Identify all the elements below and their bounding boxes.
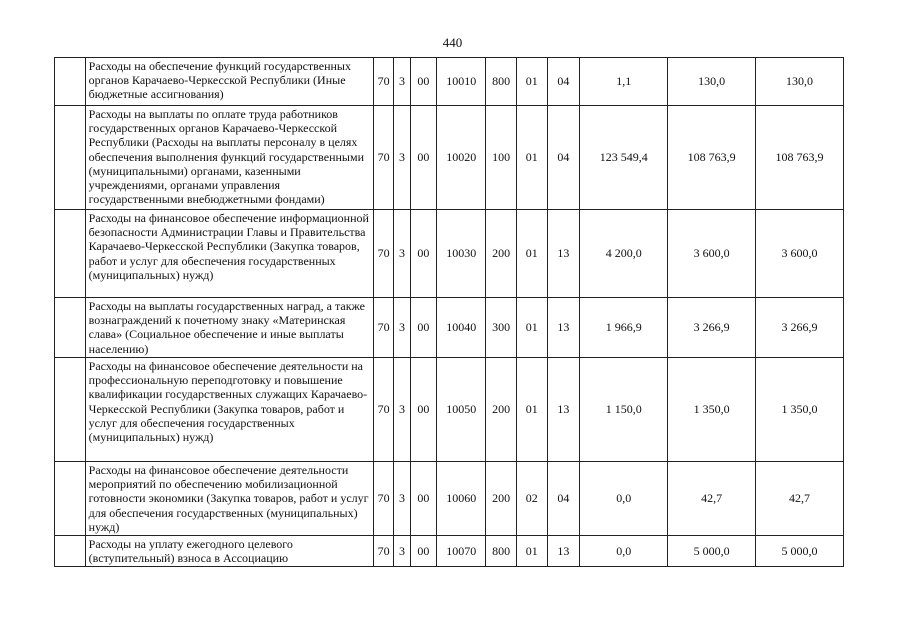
- subsection-cell: 13: [547, 210, 580, 298]
- subprogram-code-cell: 00: [410, 106, 437, 210]
- description-cell: Расходы на финансовое обеспечение деятельности на профессиональную переподготовку и повышение квалификации государственных служащих Карачаево-Черкесской Республики (Закупка товаров, работ и услуг для обеспечения государственных (муниципальных) нужд): [85, 358, 373, 462]
- row-number-cell: [55, 298, 86, 358]
- subprogram-code-cell: 00: [410, 298, 437, 358]
- budget-table: [54, 57, 844, 567]
- program-code-cell: 3: [394, 210, 410, 298]
- section-cell: 02: [516, 462, 547, 536]
- expense-type-cell: 800: [486, 536, 517, 567]
- subprogram-code-cell: 00: [410, 210, 437, 298]
- description-cell: Расходы на выплаты государственных наград, а также вознаграждений к почетному знаку «Материнская слава» (Социальное обеспечение и иные выплаты населению): [85, 298, 373, 358]
- amount-year-1-cell: 4 200,0: [580, 210, 668, 298]
- expense-type-cell: 300: [486, 298, 517, 358]
- target-code-cell: 10070: [437, 536, 486, 567]
- expense-type-cell: 200: [486, 462, 517, 536]
- amount-year-1-cell: 1,1: [580, 58, 668, 106]
- table-row: [55, 210, 844, 298]
- ministry-code-cell: 70: [373, 536, 393, 567]
- program-code-cell: 3: [394, 298, 410, 358]
- program-code-cell: 3: [394, 358, 410, 462]
- amount-year-2-cell: 5 000,0: [668, 536, 756, 567]
- table-row: [55, 358, 844, 462]
- table-body: [55, 58, 844, 567]
- section-cell: 01: [516, 298, 547, 358]
- subsection-cell: 13: [547, 536, 580, 567]
- section-cell: 01: [516, 358, 547, 462]
- amount-year-2-cell: 42,7: [668, 462, 756, 536]
- section-cell: 01: [516, 106, 547, 210]
- program-code-cell: 3: [394, 106, 410, 210]
- target-code-cell: 10020: [437, 106, 486, 210]
- amount-year-3-cell: 3 600,0: [756, 210, 844, 298]
- target-code-cell: 10050: [437, 358, 486, 462]
- ministry-code-cell: 70: [373, 58, 393, 106]
- ministry-code-cell: 70: [373, 358, 393, 462]
- amount-year-2-cell: 1 350,0: [668, 358, 756, 462]
- amount-year-3-cell: 130,0: [756, 58, 844, 106]
- amount-year-3-cell: 42,7: [756, 462, 844, 536]
- subsection-cell: 13: [547, 298, 580, 358]
- amount-year-1-cell: 0,0: [580, 462, 668, 536]
- amount-year-3-cell: 5 000,0: [756, 536, 844, 567]
- description-cell: Расходы на уплату ежегодного целевого (вступительный) взноса в Ассоциацию: [85, 536, 373, 567]
- amount-year-3-cell: 108 763,9: [756, 106, 844, 210]
- subprogram-code-cell: 00: [410, 462, 437, 536]
- row-number-cell: [55, 58, 86, 106]
- table-row: [55, 106, 844, 210]
- amount-year-1-cell: 1 150,0: [580, 358, 668, 462]
- expense-type-cell: 800: [486, 58, 517, 106]
- ministry-code-cell: 70: [373, 210, 393, 298]
- row-number-cell: [55, 536, 86, 567]
- expense-type-cell: 100: [486, 106, 517, 210]
- target-code-cell: 10060: [437, 462, 486, 536]
- amount-year-2-cell: 108 763,9: [668, 106, 756, 210]
- table-row: [55, 462, 844, 536]
- target-code-cell: 10010: [437, 58, 486, 106]
- table-row: [55, 298, 844, 358]
- target-code-cell: 10040: [437, 298, 486, 358]
- target-code-cell: 10030: [437, 210, 486, 298]
- table-row: [55, 536, 844, 567]
- expense-type-cell: 200: [486, 358, 517, 462]
- program-code-cell: 3: [394, 536, 410, 567]
- subprogram-code-cell: 00: [410, 536, 437, 567]
- amount-year-2-cell: 3 266,9: [668, 298, 756, 358]
- subsection-cell: 04: [547, 462, 580, 536]
- amount-year-2-cell: 130,0: [668, 58, 756, 106]
- row-number-cell: [55, 210, 86, 298]
- description-cell: Расходы на финансовое обеспечение информационной безопасности Администрации Главы и Правительства Карачаево-Черкесской Республики (Закупка товаров, работ и услуг для обеспечения государственных (муниципальных) нужд): [85, 210, 373, 298]
- amount-year-2-cell: 3 600,0: [668, 210, 756, 298]
- amount-year-3-cell: 3 266,9: [756, 298, 844, 358]
- subsection-cell: 04: [547, 106, 580, 210]
- ministry-code-cell: 70: [373, 106, 393, 210]
- amount-year-1-cell: 1 966,9: [580, 298, 668, 358]
- row-number-cell: [55, 106, 86, 210]
- description-cell: Расходы на обеспечение функций государственных органов Карачаево-Черкесской Республики (Иные бюджетные ассигнования): [85, 58, 373, 106]
- section-cell: 01: [516, 536, 547, 567]
- description-cell: Расходы на финансовое обеспечение деятельности мероприятий по обеспечению мобилизационной готовности экономики (Закупка товаров, работ и услуг для обеспечения государственных (муниципальных) нужд): [85, 462, 373, 536]
- subsection-cell: 04: [547, 58, 580, 106]
- section-cell: 01: [516, 58, 547, 106]
- ministry-code-cell: 70: [373, 462, 393, 536]
- expense-type-cell: 200: [486, 210, 517, 298]
- subprogram-code-cell: 00: [410, 58, 437, 106]
- section-cell: 01: [516, 210, 547, 298]
- row-number-cell: [55, 462, 86, 536]
- amount-year-1-cell: 123 549,4: [580, 106, 668, 210]
- table-row: [55, 58, 844, 106]
- program-code-cell: 3: [394, 58, 410, 106]
- page-number: 440: [442, 35, 463, 50]
- program-code-cell: 3: [394, 462, 410, 536]
- description-cell: Расходы на выплаты по оплате труда работников государственных органов Карачаево-Черкесской Республики (Расходы на выплаты персоналу в целях обеспечения выполнения функций государственными (муниципальными) органами, казенными учреждениями, органами управления государственными внебюджетными фондами): [85, 106, 373, 210]
- amount-year-3-cell: 1 350,0: [756, 358, 844, 462]
- subprogram-code-cell: 00: [410, 358, 437, 462]
- ministry-code-cell: 70: [373, 298, 393, 358]
- subsection-cell: 13: [547, 358, 580, 462]
- row-number-cell: [55, 358, 86, 462]
- amount-year-1-cell: 0,0: [580, 536, 668, 567]
